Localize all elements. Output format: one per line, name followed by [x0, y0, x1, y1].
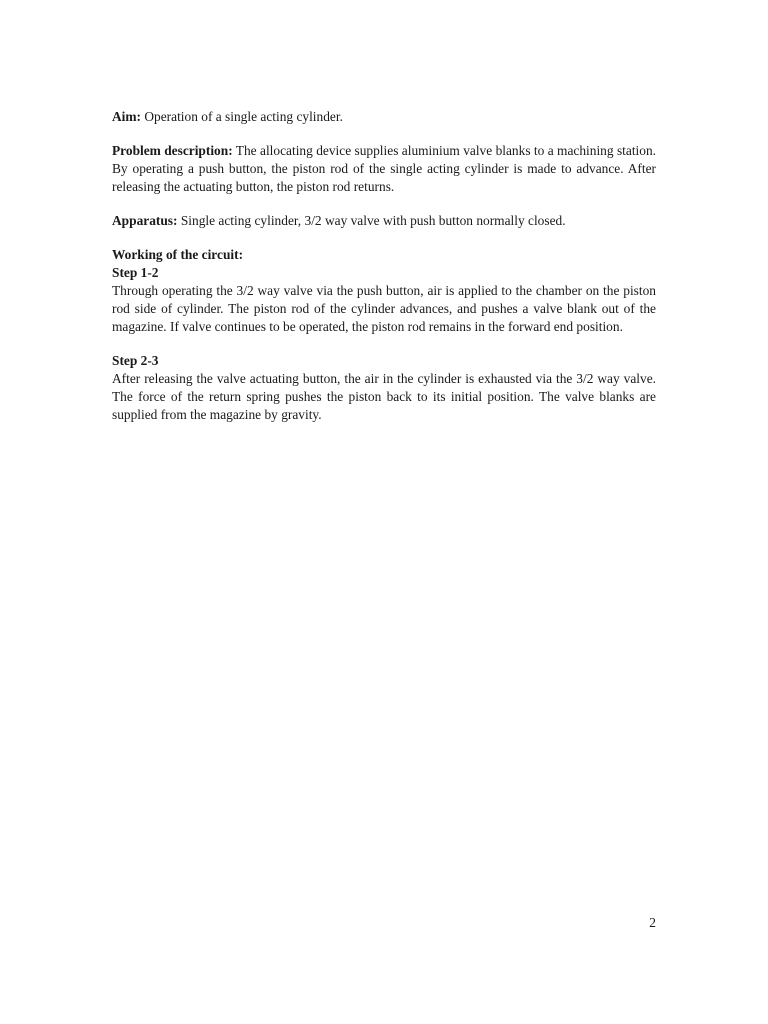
aim-paragraph — [112, 108, 656, 126]
step-1-2-text: Through operating the 3/2 way valve via the push button, air is applied to the chamber on the piston rod side of cylinder. The piston rod of the cylinder advances, and pushes a valve blank out of the magazine. If valve continues to be operated, the piston rod remains in the forward end position. — [112, 283, 656, 334]
apparatus-text: Single acting cylinder, 3/2 way valve with push button normally closed. — [177, 213, 566, 228]
step-2-3-section — [112, 352, 656, 424]
document-page — [112, 108, 656, 440]
aim-text: Operation of a single acting cylinder. — [141, 109, 343, 124]
problem-description-label: Problem description: — [112, 143, 233, 158]
working-section — [112, 246, 656, 336]
step-2-3-heading: Step 2-3 — [112, 353, 159, 368]
problem-description-paragraph — [112, 142, 656, 196]
apparatus-label: Apparatus: — [112, 213, 178, 228]
apparatus-paragraph — [112, 212, 656, 230]
page-number: 2 — [649, 915, 656, 930]
aim-label: Aim: — [112, 109, 142, 124]
step-1-2-heading: Step 1-2 — [112, 265, 159, 280]
working-heading: Working of the circuit: — [112, 247, 244, 262]
step-2-3-text: After releasing the valve actuating button, the air in the cylinder is exhausted via the 3/2 way valve. The force of the return spring pushes the piston back to its initial position. The valve blanks are supplied from the magazine by gravity. — [112, 371, 656, 422]
problem-description-text: The allocating device supplies aluminium valve blanks to a machining station. By operating a push button, the piston rod of the single acting cylinder is made to advance. After releasing the actuating button, the piston rod returns. — [112, 143, 656, 194]
